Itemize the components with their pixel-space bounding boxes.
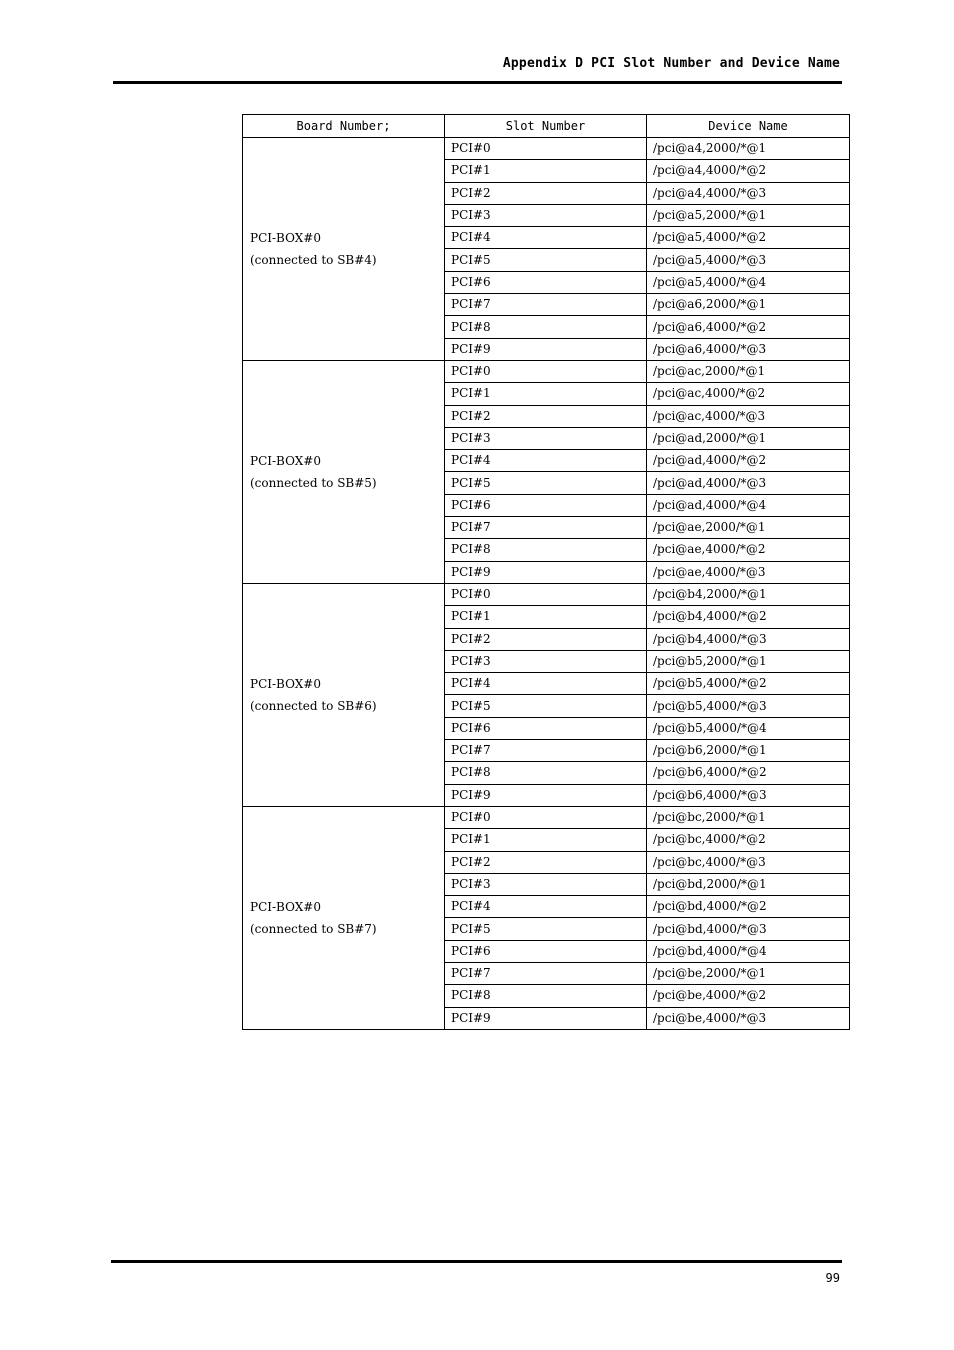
device-name-cell: /pci@ad,2000/*@1 — [647, 427, 850, 449]
device-name-cell: /pci@be,2000/*@1 — [647, 962, 850, 984]
device-name-cell: /pci@bd,4000/*@2 — [647, 896, 850, 918]
device-name-cell: /pci@a5,4000/*@2 — [647, 227, 850, 249]
device-name-cell: /pci@a5,4000/*@3 — [647, 249, 850, 271]
device-name-cell: /pci@b5,4000/*@4 — [647, 717, 850, 739]
device-name-cell: /pci@b5,2000/*@1 — [647, 650, 850, 672]
slot-number-cell: PCI#5 — [445, 249, 647, 271]
slot-number-cell: PCI#1 — [445, 829, 647, 851]
page-number: 99 — [825, 1271, 840, 1285]
slot-number-cell: PCI#6 — [445, 717, 647, 739]
board-number-cell — [243, 360, 445, 583]
device-name-cell: /pci@a6,4000/*@3 — [647, 338, 850, 360]
slot-number-cell: PCI#9 — [445, 784, 647, 806]
slot-number-cell: PCI#8 — [445, 762, 647, 784]
board-connection: (connected to SB#6) — [250, 698, 377, 713]
device-name-cell: /pci@ac,4000/*@2 — [647, 383, 850, 405]
slot-number-cell: PCI#0 — [445, 138, 647, 160]
slot-number-cell: PCI#3 — [445, 204, 647, 226]
board-number-cell — [243, 138, 445, 361]
board-number-cell — [243, 583, 445, 806]
device-name-cell: /pci@b6,4000/*@3 — [647, 784, 850, 806]
slot-number-cell: PCI#7 — [445, 294, 647, 316]
board-name: PCI-BOX#0 — [250, 676, 321, 691]
device-name-cell: /pci@bd,4000/*@3 — [647, 918, 850, 940]
board-name: PCI-BOX#0 — [250, 230, 321, 245]
slot-number-cell: PCI#5 — [445, 695, 647, 717]
slot-number-cell: PCI#0 — [445, 360, 647, 382]
slot-number-cell: PCI#2 — [445, 628, 647, 650]
pci-device-table — [242, 114, 850, 1030]
device-name-cell: /pci@be,4000/*@2 — [647, 985, 850, 1007]
device-name-cell: /pci@ad,4000/*@3 — [647, 472, 850, 494]
slot-number-cell: PCI#6 — [445, 271, 647, 293]
slot-number-cell: PCI#6 — [445, 494, 647, 516]
slot-number-cell: PCI#7 — [445, 962, 647, 984]
slot-number-cell: PCI#9 — [445, 561, 647, 583]
board-connection: (connected to SB#5) — [250, 475, 377, 490]
table-row — [243, 138, 850, 160]
device-name-cell: /pci@ac,4000/*@3 — [647, 405, 850, 427]
slot-number-cell: PCI#5 — [445, 472, 647, 494]
device-name-cell: /pci@a4,2000/*@1 — [647, 138, 850, 160]
slot-number-cell: PCI#4 — [445, 896, 647, 918]
device-name-cell: /pci@ad,4000/*@2 — [647, 450, 850, 472]
device-name-cell: /pci@b6,2000/*@1 — [647, 740, 850, 762]
device-name-cell: /pci@ae,4000/*@3 — [647, 561, 850, 583]
slot-number-cell: PCI#2 — [445, 182, 647, 204]
table-header-row — [243, 115, 850, 138]
device-name-cell: /pci@a4,4000/*@2 — [647, 160, 850, 182]
slot-number-cell: PCI#1 — [445, 160, 647, 182]
slot-number-cell: PCI#3 — [445, 873, 647, 895]
device-name-cell: /pci@b4,2000/*@1 — [647, 583, 850, 605]
device-name-cell: /pci@a6,4000/*@2 — [647, 316, 850, 338]
table-row — [243, 583, 850, 605]
footer-rule — [111, 1260, 842, 1263]
slot-number-cell: PCI#4 — [445, 450, 647, 472]
device-name-cell: /pci@be,4000/*@3 — [647, 1007, 850, 1029]
device-name-cell: /pci@b5,4000/*@2 — [647, 673, 850, 695]
slot-number-cell: PCI#5 — [445, 918, 647, 940]
device-name-cell: /pci@a5,2000/*@1 — [647, 204, 850, 226]
slot-number-cell: PCI#0 — [445, 806, 647, 828]
slot-number-cell: PCI#6 — [445, 940, 647, 962]
slot-number-cell: PCI#2 — [445, 851, 647, 873]
slot-number-cell: PCI#3 — [445, 427, 647, 449]
slot-number-cell: PCI#9 — [445, 1007, 647, 1029]
slot-number-cell: PCI#4 — [445, 227, 647, 249]
device-name-cell: /pci@b6,4000/*@2 — [647, 762, 850, 784]
column-header-board: Board Number; — [243, 115, 445, 138]
page-header-title: Appendix D PCI Slot Number and Device Name — [502, 56, 840, 71]
slot-number-cell: PCI#4 — [445, 673, 647, 695]
column-header-slot: Slot Number — [445, 115, 647, 138]
device-name-cell: /pci@b4,4000/*@2 — [647, 606, 850, 628]
device-name-cell: /pci@b5,4000/*@3 — [647, 695, 850, 717]
device-name-cell: /pci@bc,4000/*@3 — [647, 851, 850, 873]
slot-number-cell: PCI#2 — [445, 405, 647, 427]
slot-number-cell: PCI#9 — [445, 338, 647, 360]
slot-number-cell: PCI#8 — [445, 539, 647, 561]
device-name-cell: /pci@bd,2000/*@1 — [647, 873, 850, 895]
device-name-cell: /pci@ae,4000/*@2 — [647, 539, 850, 561]
device-name-cell: /pci@a5,4000/*@4 — [647, 271, 850, 293]
slot-number-cell: PCI#8 — [445, 985, 647, 1007]
device-name-cell: /pci@a4,4000/*@3 — [647, 182, 850, 204]
slot-number-cell: PCI#3 — [445, 650, 647, 672]
device-name-cell: /pci@b4,4000/*@3 — [647, 628, 850, 650]
slot-number-cell: PCI#8 — [445, 316, 647, 338]
board-number-cell — [243, 806, 445, 1029]
device-name-cell: /pci@ac,2000/*@1 — [647, 360, 850, 382]
device-name-cell: /pci@bc,2000/*@1 — [647, 806, 850, 828]
slot-number-cell: PCI#7 — [445, 740, 647, 762]
table-row — [243, 806, 850, 828]
device-name-cell: /pci@ad,4000/*@4 — [647, 494, 850, 516]
slot-number-cell: PCI#7 — [445, 517, 647, 539]
board-connection: (connected to SB#4) — [250, 252, 377, 267]
slot-number-cell: PCI#1 — [445, 606, 647, 628]
header-rule — [113, 81, 842, 84]
slot-number-cell: PCI#1 — [445, 383, 647, 405]
column-header-device: Device Name — [647, 115, 850, 138]
device-name-cell: /pci@bd,4000/*@4 — [647, 940, 850, 962]
device-name-cell: /pci@bc,4000/*@2 — [647, 829, 850, 851]
board-connection: (connected to SB#7) — [250, 921, 377, 936]
device-name-cell: /pci@a6,2000/*@1 — [647, 294, 850, 316]
slot-number-cell: PCI#0 — [445, 583, 647, 605]
device-name-cell: /pci@ae,2000/*@1 — [647, 517, 850, 539]
board-name: PCI-BOX#0 — [250, 453, 321, 468]
table-row — [243, 360, 850, 382]
table-body — [243, 138, 850, 1030]
board-name: PCI-BOX#0 — [250, 899, 321, 914]
